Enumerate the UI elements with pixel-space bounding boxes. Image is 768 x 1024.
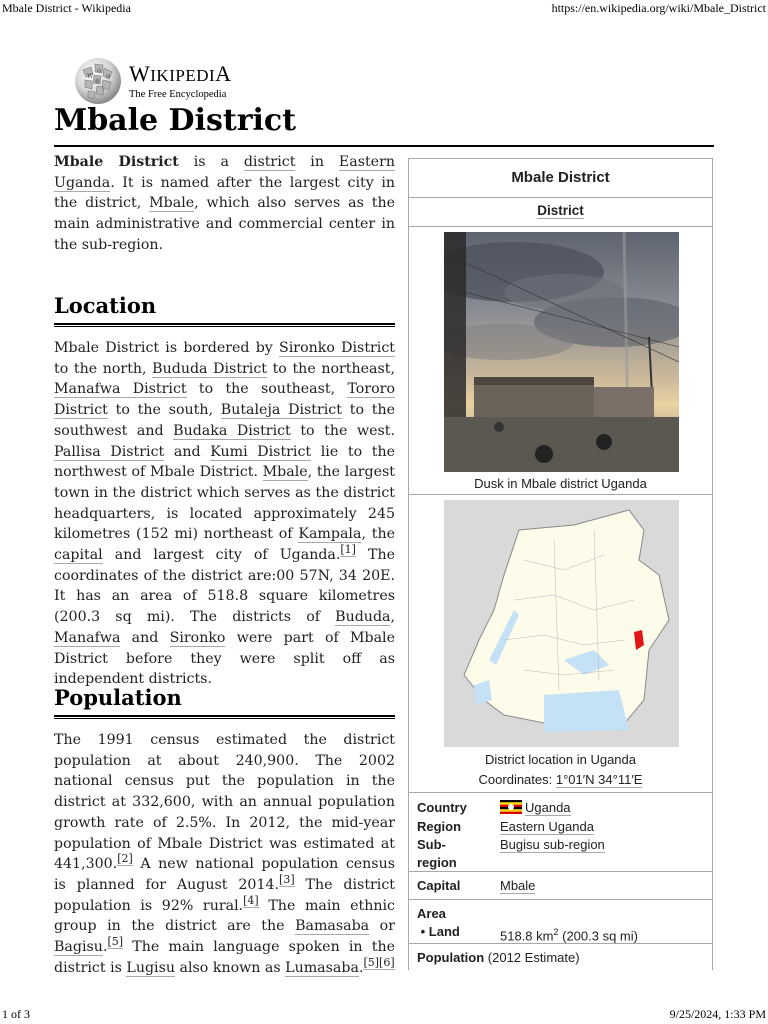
print-datetime: 9/25/2024, 1:33 PM [669,1007,766,1021]
link-kampala[interactable]: Kampala [298,526,362,543]
print-url: https://en.wikipedia.org/wiki/Mbale_District [551,1,766,15]
link-pallisa-district[interactable]: Pallisa District [54,443,165,460]
uganda-flag-icon [500,800,522,814]
wikipedia-logo[interactable] [73,56,232,106]
link-mbale-capital[interactable]: Mbale [500,878,536,893]
location-paragraph: Mbale District is bordered by Sironko District to the north, Bududa District to the northeast, Manafwa District to the southeast, Tororo District to the south, Butaleja District to the southwest and Budaka District to the west. Pallisa District and Kumi District lie to the northwest of Mbale District. Mbale, the largest town in the district which serves as the district headquarters, is located approximately 245 kilometres (152 mi) northeast of Kampala, the capital and largest city of Uganda.[1] The coordinates of the district are:00 57N, 34 20E. It has an area of 518.8 square kilometres (200.3 sq mi). The districts of Bududa, Manafwa and Sironko were part of Mbale District before they were split off as independent districts. [54,340,396,688]
link-eastern-uganda[interactable]: Eastern Uganda [54,154,395,191]
link-mbale[interactable]: Mbale [149,195,195,212]
land-value: 518.8 $km^2$ (200.3 sq mi) [500,927,638,944]
lead-paragraph: Mbale District is a district in Eastern Uganda. It is named after the largest city in the district, Mbale, which also serves as the main administrative and commercial center in the sub-region. [54,154,395,253]
photo-caption: Dusk in Mbale district Uganda [474,476,647,491]
link-sironko-district[interactable]: Sironko District [279,340,395,356]
dusk-photo[interactable] [444,232,679,472]
link-lumasaba[interactable]: Lumasaba [285,959,359,976]
coordinates-link[interactable]: 1°01′N 34°11′E [555,772,643,787]
svg-text:W: W [87,73,94,80]
link-bugisu-sub-region[interactable]: Bugisu sub-region [500,837,605,852]
subregion-label: Sub- region [417,837,457,870]
link-capital[interactable]: capital [54,547,103,564]
region-value [500,818,594,836]
section-divider [54,323,395,327]
print-footer [0,1008,768,1024]
section-heading-location: Location [54,293,157,318]
logo-text [129,60,232,100]
logo-tagline: The Free Encyclopedia [129,88,227,100]
country-value [500,799,571,817]
infobox [408,158,713,970]
link-district[interactable]: district [243,154,296,170]
population-paragraph: The 1991 census estimated the district population at about 240,900. The 2002 national census put the population in the district at 332,600, with an annual population growth rate of 2.5%. In 2012, the mid-year population of Mbale District was estimated at 441,300.[2] A new national population census is planned for August 2014.[3] The district population is 92% rural.[4] The main ethnic group in the district are the Bamasaba or Bagisu.[5] The main language spoken in the district is Lugisu also known as Lumasaba.[5][6] [54,732,395,976]
link-bududa-district[interactable]: Bududa District [152,360,267,377]
infobox-photo-section [409,227,712,495]
map-caption-text: District location in Uganda [484,752,637,767]
country-label: Country [417,800,467,815]
uganda-location-map[interactable] [444,500,679,747]
map-caption [409,750,712,790]
link-uganda[interactable]: Uganda [525,800,571,815]
area-label: Area [417,906,446,921]
print-header [0,0,768,16]
infobox-title: Mbale District [409,159,712,198]
population-label: Population (2012 Estimate) [417,950,580,965]
svg-text:Ω: Ω [97,68,102,74]
link-bagisu[interactable]: Bagisu [54,939,103,956]
region-label: Region [417,819,462,834]
link-eastern-uganda-region[interactable]: Eastern Uganda [500,819,594,834]
link-lugisu[interactable]: Lugisu [126,959,176,976]
link-bududa[interactable]: Bududa [335,609,391,626]
logo-wordmark: WIKIPEDIA [129,60,232,86]
section-divider [54,715,395,719]
reference-link[interactable]: [4] [243,893,259,907]
infobox-map-section [409,495,712,793]
link-manafwa-district[interactable]: Manafwa District [54,381,187,398]
reference-link[interactable]: [3] [279,873,295,887]
infobox-subtitle[interactable]: District [409,198,712,227]
reference-link[interactable]: [5] [107,935,124,949]
link-bamasaba[interactable]: Bamasaba [295,918,370,935]
page-title: Mbale District [54,103,297,138]
infobox-row-capital [409,872,712,900]
reference-link[interactable]: [1] [340,543,356,557]
reference-link[interactable]: [6] [379,956,395,969]
infobox-row-area [409,900,712,944]
capital-value [500,877,535,895]
infobox-row-location [409,793,712,872]
coordinates: Coordinates: 1°01′N 34°11′E [478,772,643,787]
wikipedia-globe-icon [73,56,123,106]
print-page-title: Mbale District - Wikipedia [2,1,131,15]
link-budaka-district[interactable]: Budaka District [173,422,291,439]
link-sironko[interactable]: Sironko [169,629,226,646]
reference-link[interactable]: [5] [363,956,380,969]
link-butaleja-district[interactable]: Butaleja District [220,402,342,419]
subregion-value [500,836,605,854]
svg-text:維: 維 [95,79,101,85]
capital-label: Capital [417,878,461,893]
print-page-number: 1 of 3 [2,1007,30,1021]
svg-text:И: И [106,74,111,80]
link-tororo-district[interactable]: Tororo District [54,381,395,419]
land-label: • Land [417,924,460,939]
section-heading-population: Population [54,685,182,710]
link-manafwa[interactable]: Manafwa [54,629,121,646]
title-divider [54,145,714,147]
infobox-row-population [409,944,712,970]
reference-link[interactable]: [2] [117,852,133,866]
link-kumi-district[interactable]: Kumi District [210,443,312,460]
link-mbale-town[interactable]: Mbale [262,464,308,481]
